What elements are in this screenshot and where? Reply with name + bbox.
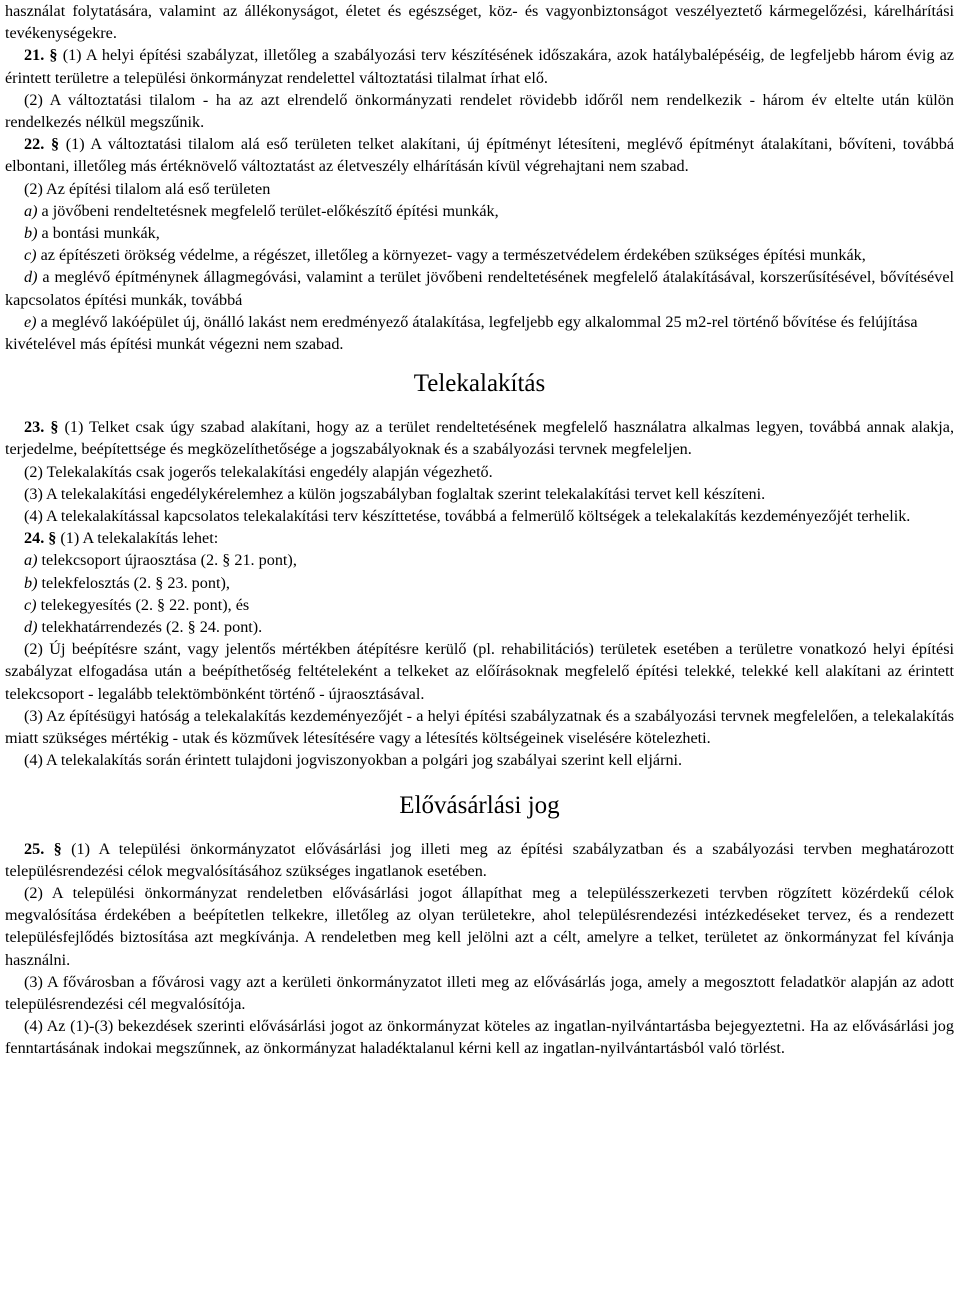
section-23-number: 23. <box>24 418 45 437</box>
list-item-label: b) <box>24 573 38 592</box>
section-22-paragraph-1 <box>5 133 954 177</box>
list-item-label: c) <box>24 246 37 265</box>
list-item-text: telekfelosztás (2. § 23. pont), <box>41 573 230 592</box>
section-24-number: 24. <box>24 529 45 548</box>
list-item-label: c) <box>24 595 37 614</box>
section-22-number: 22. <box>24 135 45 154</box>
list-item-label: d) <box>24 618 38 637</box>
list-item-label: d) <box>24 268 38 287</box>
list-item-text: a meglévő lakóépület új, önálló lakást nem eredményező átalakítása, legfeljebb egy alkalommal 25 m2-rel történő bővítése és felújítása <box>40 312 918 331</box>
list-item-text: telekcsoport újraosztása (2. § 21. pont), <box>41 551 297 570</box>
list-item <box>5 200 954 222</box>
list-item-text: a meglévő építménynek állagmegóvási, valamint a terület jövőbeni rendeltetésének megfelelő átalakításával, korszerűsítésével, bővítésével kapcsolatos építési munkák, továbbá <box>5 268 955 309</box>
section-22-paragraph-2: (2) Az építési tilalom alá eső területen <box>24 179 271 198</box>
section-24-paragraph-2: (2) Új beépítésre szánt, vagy jelentős mértékben átépítésre kerülő (pl. rehabilitációs) területek esetében a területre vonatkozó helyi építési szabályzat elfogadása után a beépíthetőség feltételeként a telkeket az előírásoknak megfelelő építési telekké, telekké kell alakítani az érintett telekcsoport - legalább telektömbönként történő - újraosztásával. <box>5 640 954 703</box>
list-item-text: telekegyesítés (2. § 22. pont), és <box>40 595 250 614</box>
section-24-paragraph-1 <box>5 527 954 549</box>
section-21-paragraph-1 <box>5 44 954 88</box>
section-22-text-1: (1) A változtatási tilalom alá eső területen telket alakítani, új építményt létesíteni, meglévő építményt átalakítani, bővíteni, továbbá elbontani, illetőleg más értéknövelő változtatást az életveszély elhárításán kívül végrehajtani nem szabad. <box>5 135 955 176</box>
list-item-text: a jövőbeni rendeltetésnek megfelelő terület-előkészítő építési munkák, <box>41 201 499 220</box>
section-21-paragraph-2: (2) A változtatási tilalom - ha az azt elrendelő önkormányzati rendelet rövidebb időről nem rendelkezik - három év eltelte után külön rendelkezés nélkül megszűnik. <box>5 90 954 132</box>
list-item-label: a) <box>24 551 38 570</box>
section-23-text-1: (1) Telket csak úgy szabad alakítani, hogy az a terület rendeltetésének megfelelő használatra alkalmas legyen, továbbá annak alakja, terjedelme, beépítettsége és megközelíthetősége a jogszabályoknak és a szabályozási tervnek megfeleljen. <box>5 418 955 459</box>
section-sign: § <box>49 46 58 65</box>
list-item-label: a) <box>24 201 38 220</box>
list-item <box>5 594 954 616</box>
list-item-text: az építészeti örökség védelme, a régészet, illetőleg a környezet- vagy a természetvédelem érdekében szükséges építési munkák, <box>40 246 866 265</box>
section-21-number: 21. <box>24 46 45 65</box>
list-item <box>5 616 954 638</box>
section-24-paragraph-4: (4) A telekalakítás során érintett tulajdoni jogviszonyokban a polgári jog szabályai szerint kell eljárni. <box>24 751 683 770</box>
list-item <box>5 244 954 266</box>
section-25-paragraph-3: (3) A fővárosban a fővárosi vagy azt a kerületi önkormányzatot illeti meg az elővásárlás joga, amely a megosztott feladatkör alapján az adott településrendezési cél megvalósítója. <box>5 972 954 1013</box>
heading-elovasarlasi-jog: Elővásárlási jog <box>399 791 560 819</box>
section-25-paragraph-2: (2) A települési önkormányzat rendeletben elővásárlási jogot állapíthat meg a településszerkezeti tervben rögzített közérdekű célok megvalósítása érdekében a beépítetlen telkekre, illetőleg az olyan területekre, ahol településrendezési intézkedéseket tervez, és a rendezett településfejlődés biztosítása azt megkívánja. A rendeletben meg kell jelölni azt a célt, amelyre a telket, területet az önkormányzat fel kívánja használni. <box>5 883 954 969</box>
section-23-paragraph-3: (3) A telekalakítási engedélykérelemhez a külön jogszabályban foglaltak szerint telekalakítási tervet kell készíteni. <box>24 484 766 503</box>
intro-paragraph: használat folytatására, valamint az állékonyságot, életet és egészséget, köz- és vagyonbiztonságot veszélyeztető kármegelőzési, kárelhárítási tevékenységekre. <box>5 2 954 43</box>
section-sign: § <box>53 839 62 858</box>
section-sign: § <box>50 135 60 154</box>
section-25-number: 25. <box>24 839 45 858</box>
section-24-text-1: (1) A telekalakítás lehet: <box>60 529 219 548</box>
section-24-paragraph-3: (3) Az építésügyi hatóság a telekalakítás kezdeményezőjét - a helyi építési szabályzatnak és a szabályozási tervnek megfelelően, a telekalakítás miatt szükséges mértékig - utak és közművek létesítésére vagy a létesítés költségeinek viselésére kötelezheti. <box>5 706 954 748</box>
list-item <box>5 222 954 244</box>
section-25-text-1: (1) A települési önkormányzatot elővásárlási jog illeti meg az építési szabályzatban és a szabályozási tervben meghatározott településrendezési célok megvalósításához szükséges ingatlanok esetében. <box>5 839 955 880</box>
section-25-paragraph-4: (4) Az (1)-(3) bekezdések szerinti elővásárlási jogot az önkormányzat köteles az ingatlan-nyilvántartásba bejegyeztetni. Ha az elővásárlási jog fenntartásának indokai megszűnnek, az önkormányzat haladéktalanul kérni kell az ingatlan-nyilvántartásból való törlést. <box>5 1017 954 1058</box>
list-item-label: e) <box>24 312 37 331</box>
section-sign: § <box>48 529 57 548</box>
list-item <box>5 572 954 594</box>
list-item <box>5 549 954 571</box>
list-item-label: b) <box>24 224 38 243</box>
list-item-text: telekhatárrendezés (2. § 24. pont). <box>41 618 263 637</box>
section-23-paragraph-2: (2) Telekalakítás csak jogerős telekalakítási engedély alapján végezhető. <box>24 462 493 481</box>
section-23-paragraph-1 <box>5 416 954 460</box>
list-item <box>5 311 954 333</box>
list-item-text: a bontási munkák, <box>41 224 160 243</box>
section-25-paragraph-1 <box>5 838 954 882</box>
section-22-closing: kivételével más építési munkát végezni nem szabad. <box>5 335 344 354</box>
section-sign: § <box>50 418 59 437</box>
section-23-paragraph-4: (4) A telekalakítással kapcsolatos telekalakítási terv készíttetése, továbbá a felmerülő költségek a telekalakítás kezdeményezőjét terhelik. <box>24 507 911 526</box>
list-item <box>5 266 954 310</box>
section-21-text-1: (1) A helyi építési szabályzat, illetőleg a szabályozási terv készítésének időszakára, azok hatálybalépéséig, de legfeljebb három évig az érintett területre a települési önkormányzat rendelettel változtatási tilalmat írhat elő. <box>5 46 954 87</box>
heading-telekalakitas: Telekalakítás <box>413 370 546 398</box>
